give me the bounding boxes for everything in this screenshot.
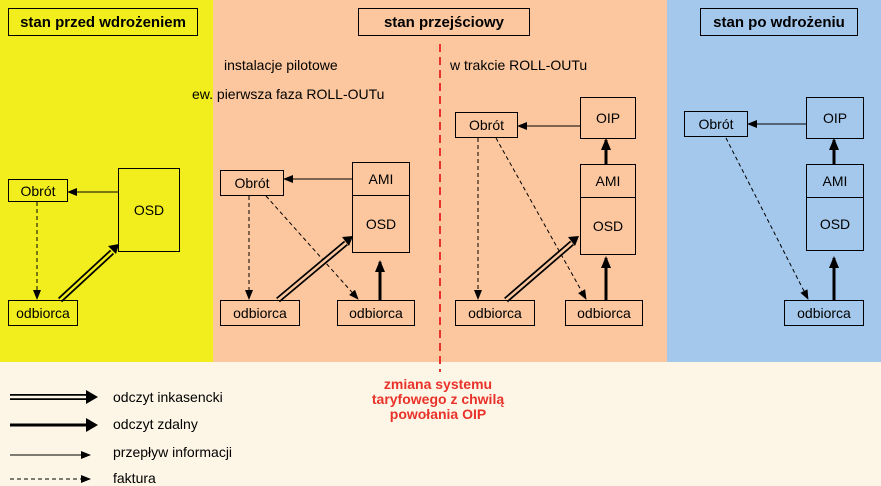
ami-box-3: AMI: [580, 164, 636, 198]
header-transitional: stan przejściowy: [358, 8, 530, 36]
osd-box-1: OSD: [118, 168, 180, 252]
odbiorca-box-3b: odbiorca: [565, 300, 643, 326]
oip-box-3: OIP: [580, 97, 636, 139]
legend-label-inkasencki: odczyt inkasencki: [113, 389, 223, 405]
osd-box-4: OSD: [806, 197, 864, 251]
odbiorca-box-2a: odbiorca: [220, 300, 300, 326]
header-before: stan przed wdrożeniem: [8, 8, 198, 36]
label-first-rollout-phase: ew. pierwsza faza ROLL-OUTu: [192, 86, 385, 102]
label-pilot-installations: instalacje pilotowe: [224, 57, 338, 73]
arrow-obrot-to-odbiorca-3b: [496, 138, 586, 299]
tariff-change-note: zmiana systemu taryfowego z chwilą powołania OIP: [371, 376, 505, 422]
odbiorca-box-3a: odbiorca: [455, 300, 535, 326]
odbiorca-box-4: odbiorca: [784, 300, 864, 326]
arrow-obrot-to-odbiorca-4: [726, 138, 808, 299]
legend-label-przeplyw: przepływ informacji: [113, 444, 233, 460]
ami-box-4: AMI: [806, 164, 864, 198]
obrot-box-1: Obrót: [8, 179, 68, 202]
odbiorca-box-2b: odbiorca: [337, 300, 415, 326]
obrot-box-3: Obrót: [455, 112, 518, 138]
ami-box-2: AMI: [352, 162, 410, 196]
osd-box-2: OSD: [352, 195, 410, 253]
header-after: stan po wdrożeniu: [700, 8, 858, 36]
legend-label-zdalny: odczyt zdalny: [113, 416, 198, 432]
odbiorca-box-1: odbiorca: [8, 300, 78, 326]
label-during-rollout: w trakcie ROLL-OUTu: [450, 57, 588, 73]
legend-label-faktura: faktura: [113, 470, 156, 486]
obrot-box-4: Obrót: [684, 111, 748, 137]
osd-box-3: OSD: [580, 197, 636, 255]
obrot-box-2: Obrót: [220, 170, 284, 196]
oip-box-4: OIP: [806, 97, 864, 139]
